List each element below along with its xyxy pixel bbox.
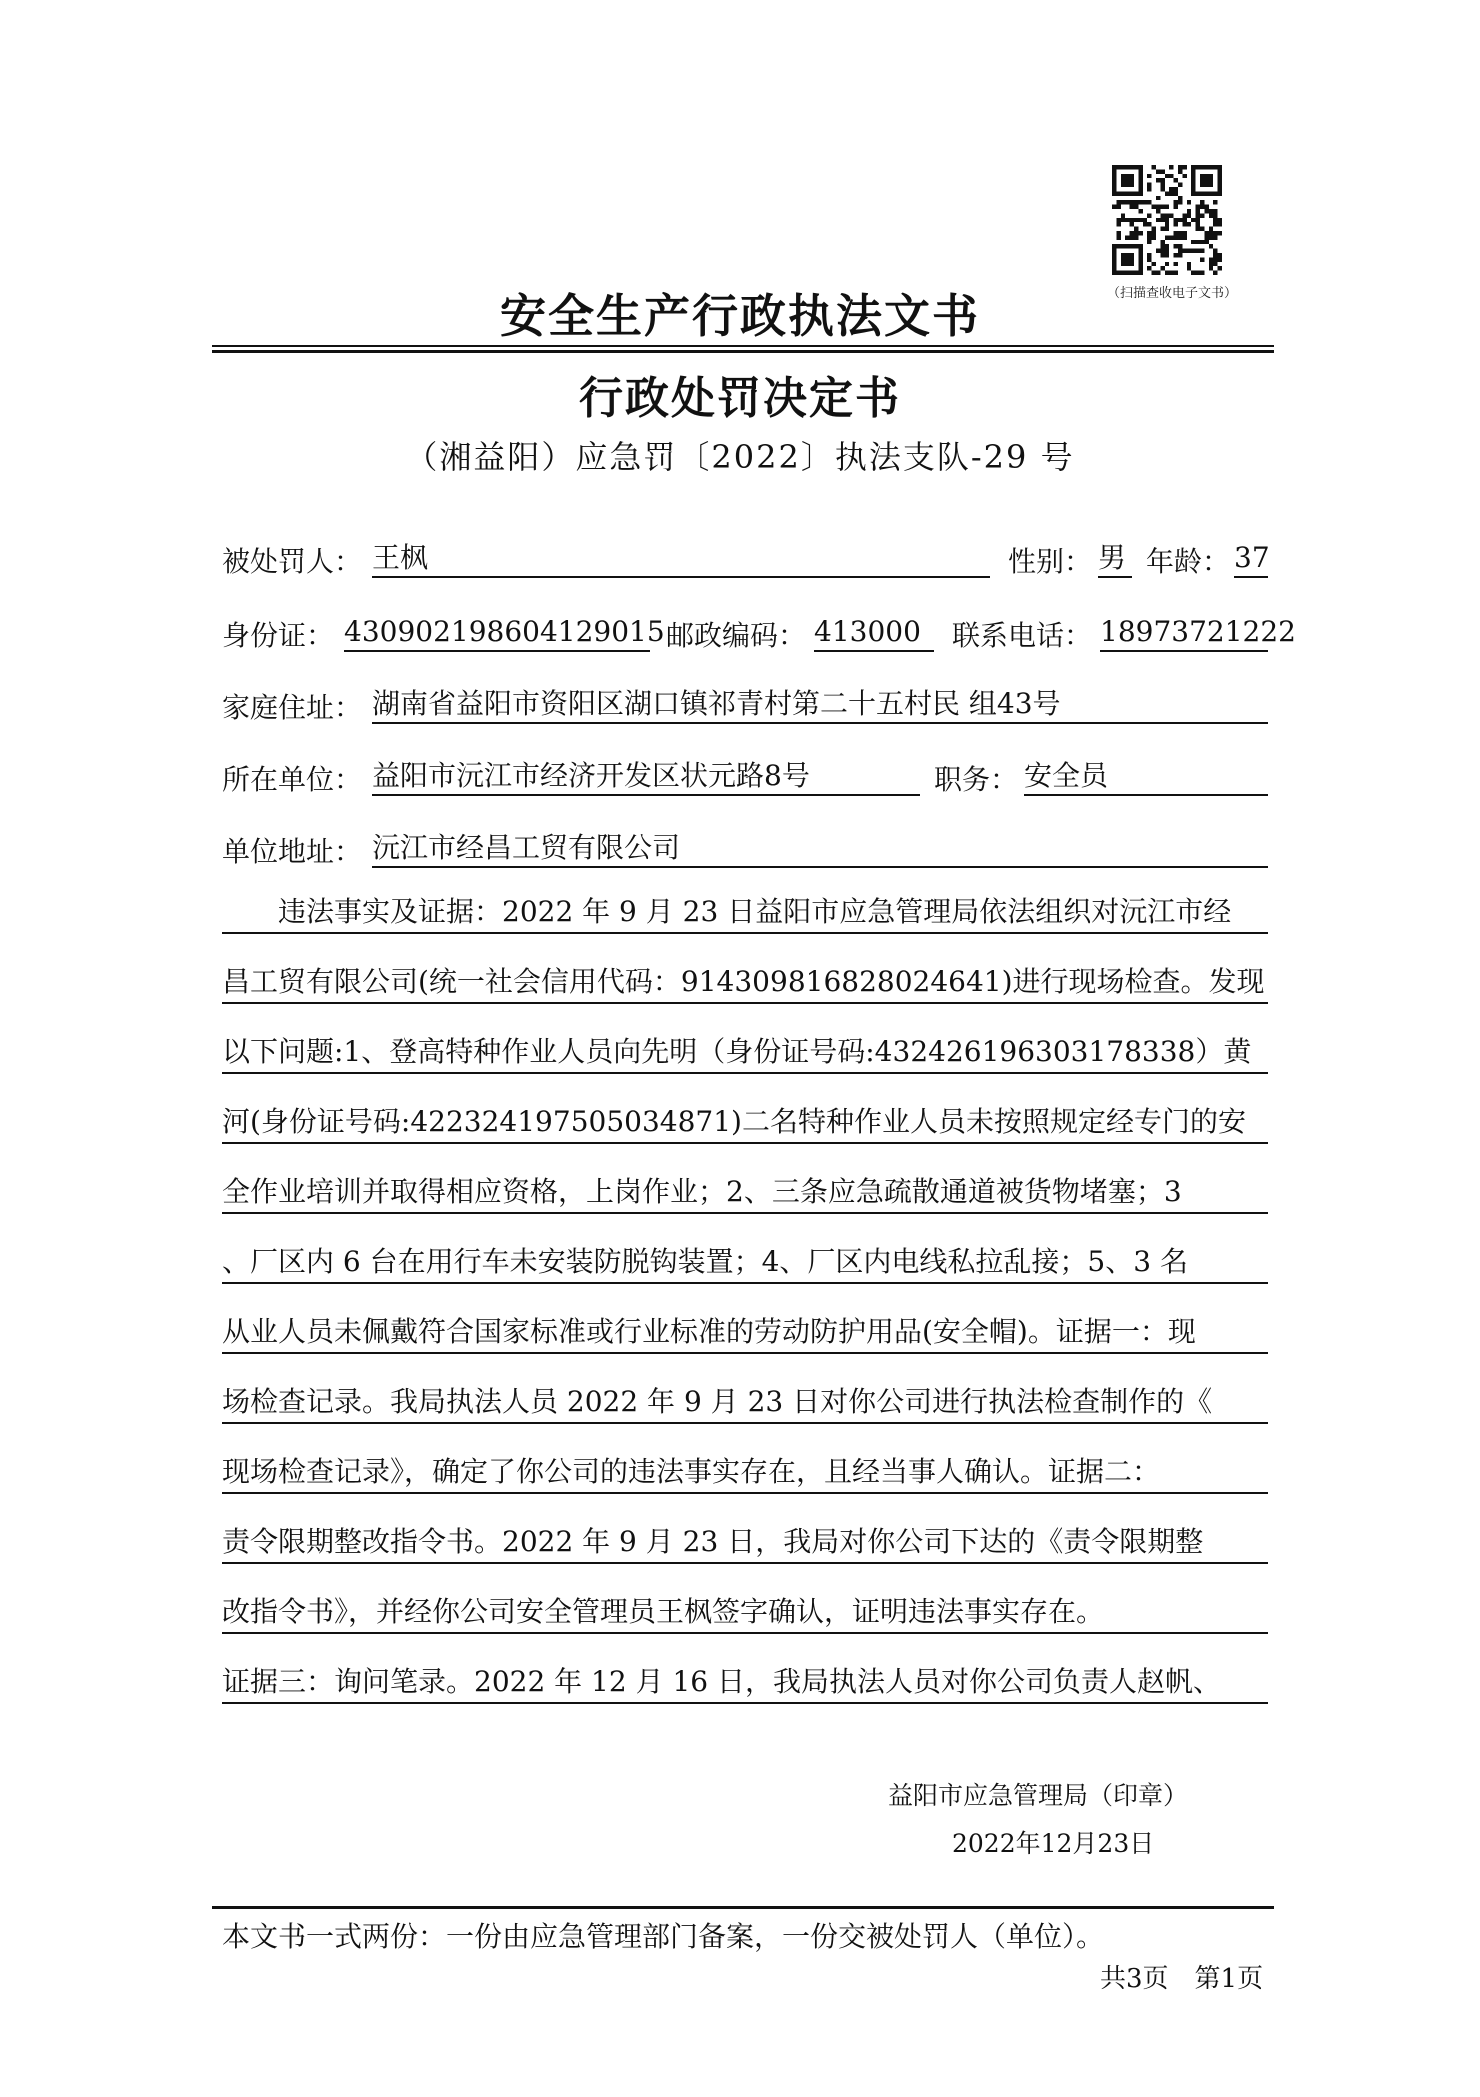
body-line: 责令限期整改指令书。2022 年 9 月 23 日，我局对你公司下达的《责令限期整 [222,1522,1268,1564]
footer-rule [212,1906,1274,1909]
age-value: 37 [1234,540,1268,578]
body-line: 证据三：询问笔录。2022 年 12 月 16 日，我局执法人员对你公司负责人赵帆、 [222,1662,1268,1704]
body-line: 昌工贸有限公司(统一社会信用代码：914309816828024641)进行现场检查。发现 [222,962,1268,1004]
qr-code [1112,165,1222,275]
phone-label: 联系电话： [952,619,1093,652]
issue-date: 2022年12月23日 [952,1829,1155,1858]
body-line: 现场检查记录》，确定了你公司的违法事实存在，且经当事人确认。证据二： [222,1452,1268,1494]
id-value: 430902198604129015 [344,614,650,652]
qr-caption: （扫描查收电子文书） [1106,286,1237,301]
phone-value: 18973721222 [1100,614,1268,652]
body-line: 场检查记录。我局执法人员 2022 年 9 月 23 日对你公司进行执法检查制作的《 [222,1382,1268,1424]
document-number: （湘益阳）应急罚〔2022〕执法支队-29 号 [405,438,1075,476]
document-title: 行政处罚决定书 [579,373,901,424]
name-value: 王枫 [372,540,990,578]
body-line: 从业人员未佩戴符合国家标准或行业标准的劳动防护用品(安全帽)。证据一：现 [222,1312,1268,1354]
issuing-authority: 益阳市应急管理局（印章） [888,1781,1189,1810]
address-value: 湖南省益阳市资阳区湖口镇祁青村第二十五村民 组43号 [372,686,1268,724]
employer-address-label: 单位地址： [222,835,363,868]
name-label: 被处罚人： [222,545,363,578]
document-type-heading: 安全生产行政执法文书 [500,289,980,343]
body-line: 改指令书》，并经你公司安全管理员王枫签字确认，证明违法事实存在。 [222,1592,1268,1634]
position-label: 职务： [934,763,1019,796]
page-info: 共3页 第1页 [1100,1964,1264,1994]
body-line: 、厂区内 6 台在用行车未安装防脱钩装置；4、厂区内电线私拉乱接；5、3 名 [222,1242,1268,1284]
address-label: 家庭住址： [222,691,363,724]
body-line: 违法事实及证据：2022 年 9 月 23 日益阳市应急管理局依法组织对沅江市经 [222,892,1268,934]
body-line: 以下问题:1、登高特种作业人员向先明（身份证号码:432426196303178338）黄 [222,1032,1268,1074]
id-label: 身份证： [222,619,335,652]
employer-label: 所在单位： [222,763,363,796]
header-rule-thick [212,350,1274,353]
footer-note: 本文书一式两份：一份由应急管理部门备案，一份交被处罚人（单位）。 [222,1920,1105,1953]
gender-value: 男 [1098,540,1132,578]
postcode-label: 邮政编码： [666,619,807,652]
gender-label: 性别： [1008,545,1093,578]
age-label: 年龄： [1146,545,1231,578]
position-value: 安全员 [1024,758,1268,796]
employer-value: 益阳市沅江市经济开发区状元路8号 [372,758,920,796]
header-rule-thin [212,345,1274,347]
employer-address-value: 沅江市经昌工贸有限公司 [372,830,1268,868]
body-line: 全作业培训并取得相应资格，上岗作业；2、三条应急疏散通道被货物堵塞；3 [222,1172,1268,1214]
postcode-value: 413000 [814,614,934,652]
body-line: 河(身份证号码:422324197505034871)二名特种作业人员未按照规定经专门的安 [222,1102,1268,1144]
